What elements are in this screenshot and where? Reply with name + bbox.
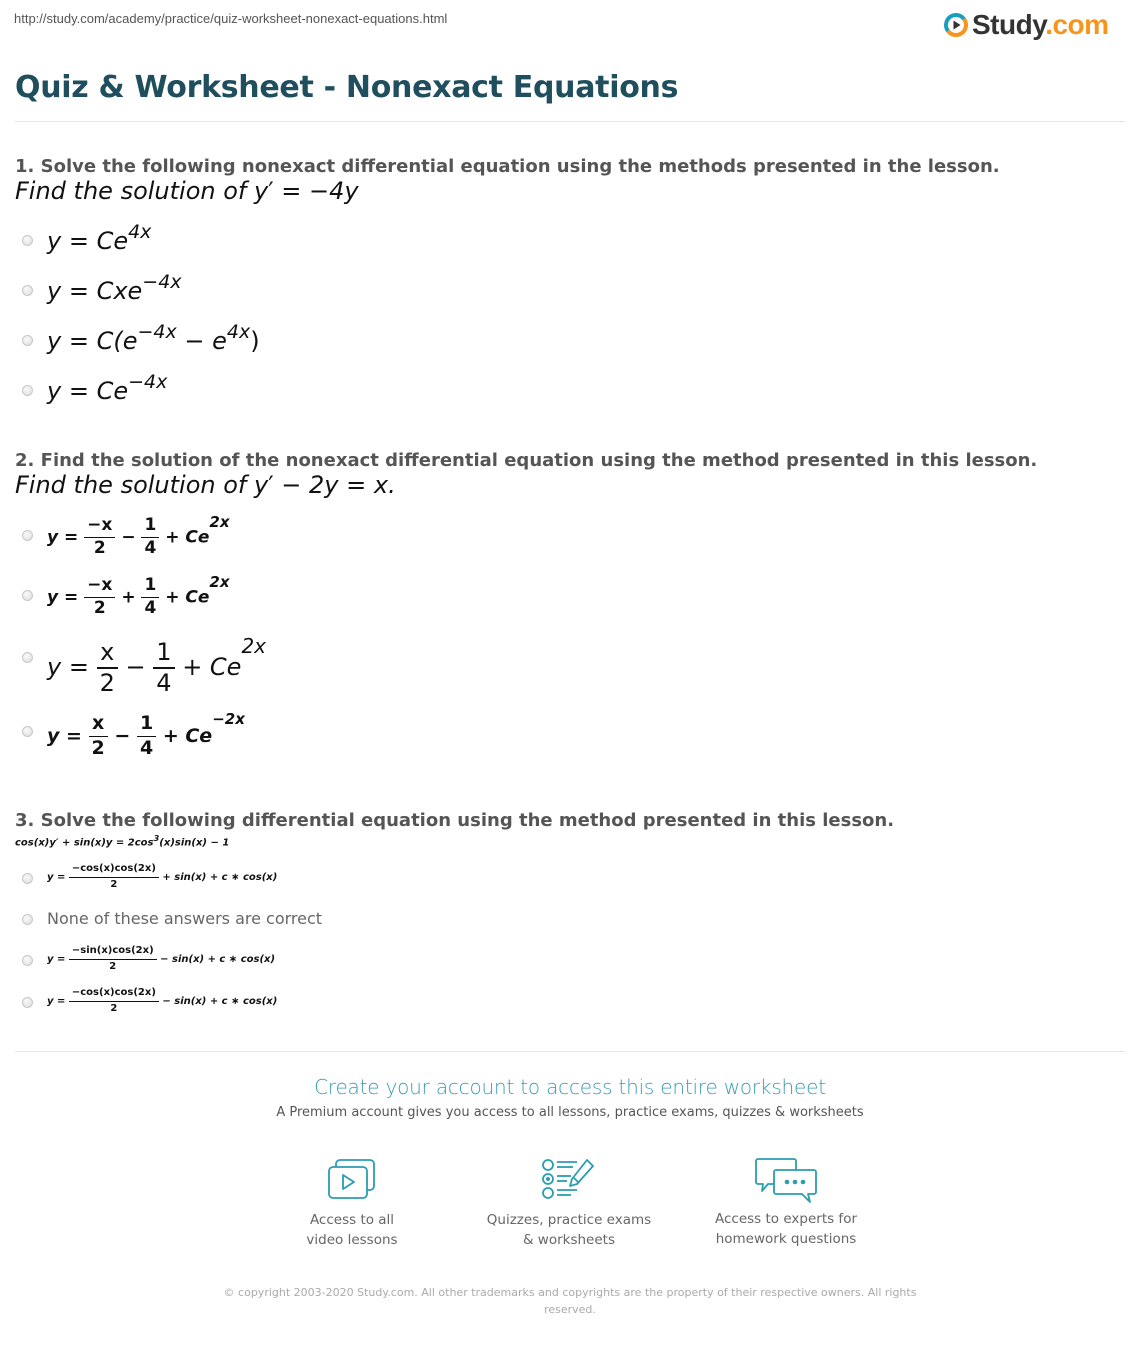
option-text: None of these answers are correct xyxy=(47,909,323,928)
radio-button[interactable] xyxy=(22,652,33,663)
radio-button[interactable] xyxy=(22,335,33,346)
option-math: $y = Ce^{-4x}$ xyxy=(47,371,168,405)
q2-option-c[interactable] xyxy=(22,634,267,697)
expert-chat-icon xyxy=(754,1156,818,1204)
cta-title[interactable]: Create your account to access this entire worksheet xyxy=(314,1075,826,1099)
feature-line-1: Access to all xyxy=(309,1212,395,1228)
option-math: y = $\frac{-\cos(x)\cos(2x)}{2}$ − sin(x) + c ∗ cos(x) xyxy=(47,987,278,1014)
radio-button[interactable] xyxy=(22,997,33,1008)
q3-option-c[interactable] xyxy=(22,945,276,972)
q3-option-d[interactable] xyxy=(22,987,278,1014)
q2-option-b[interactable] xyxy=(22,573,230,619)
video-lessons-icon xyxy=(326,1158,378,1202)
question-1 xyxy=(15,156,1000,205)
title-divider xyxy=(15,121,1125,122)
option-math: $y = C(e^{-4x} - e^{4x})$ xyxy=(47,321,260,355)
option-math: y = $\frac{-\sin(x)\cos(2x)}{2}$ − sin(x) + c ∗ cos(x) xyxy=(47,945,276,972)
radio-button[interactable] xyxy=(22,530,33,541)
question-2-prompt: 2. Find the solution of the nonexact differential equation using the method presented in this lesson. xyxy=(15,450,1038,471)
option-math: y = Cxe$^{-4x}$ xyxy=(47,271,182,305)
radio-button[interactable] xyxy=(22,235,33,246)
question-1-prompt: 1. Solve the following nonexact differential equation using the methods presented in the lesson. xyxy=(15,156,1000,177)
quiz-worksheet-icon xyxy=(541,1158,597,1202)
radio-button[interactable] xyxy=(22,873,33,884)
option-math: y = $\frac{-x}{2}$ − $\frac{1}{4}$ + $Ce^{2x}$ xyxy=(47,513,230,559)
feature-quizzes xyxy=(469,1158,669,1250)
feature-line-1: Access to experts for xyxy=(714,1211,857,1227)
q1-option-c[interactable] xyxy=(22,321,260,355)
q2-option-a[interactable] xyxy=(22,513,230,559)
feature-line-1: Quizzes, practice exams xyxy=(486,1212,652,1228)
question-3-prompt: 3. Solve the following differential equation using the method presented in this lesson. xyxy=(15,810,895,831)
q1-option-b[interactable] xyxy=(22,271,182,305)
q1-option-a[interactable] xyxy=(22,221,152,255)
radio-button[interactable] xyxy=(22,285,33,296)
cta-subtitle: A Premium account gives you access to all lessons, practice exams, quizzes & worksheets xyxy=(276,1105,864,1120)
radio-button[interactable] xyxy=(22,385,33,396)
section-divider xyxy=(15,1051,1125,1052)
feature-line-2: homework questions xyxy=(715,1231,857,1247)
q1-option-d[interactable] xyxy=(22,371,168,405)
radio-button[interactable] xyxy=(22,914,33,925)
option-math: y = $\frac{x}{2}$ − $\frac{1}{4}$ + $Ce^{-2x}$ xyxy=(47,710,245,760)
brand-tld: .com xyxy=(1045,9,1109,40)
q3-option-b[interactable] xyxy=(22,909,323,928)
copyright-footer: © copyright 2003-2020 Study.com. All other trademarks and copyrights are the property of their respective owners. All rights reserved. xyxy=(223,1286,917,1316)
feature-video-lessons xyxy=(252,1158,452,1250)
feature-experts xyxy=(686,1156,886,1249)
option-math: y = $\frac{-\cos(x)\cos(2x)}{2}$ + sin(x) + c ∗ cos(x) xyxy=(47,863,278,890)
study-logo[interactable] xyxy=(944,9,1109,41)
page-url: http://study.com/academy/practice/quiz-worksheet-nonexact-equations.html xyxy=(14,11,448,26)
page-title: Quiz & Worksheet - Nonexact Equations xyxy=(15,70,679,105)
radio-button[interactable] xyxy=(22,590,33,601)
signup-cta xyxy=(0,1075,1140,1120)
q2-option-d[interactable] xyxy=(22,710,245,760)
play-logo-icon xyxy=(944,13,968,37)
brand-name: Study xyxy=(972,9,1046,40)
feature-line-2: video lessons xyxy=(306,1232,398,1248)
q3-option-a[interactable] xyxy=(22,863,278,890)
option-math: y = $\frac{-x}{2}$ + $\frac{1}{4}$ + $Ce^{2x}$ xyxy=(47,573,230,619)
option-math: $y = Ce^{4x}$ xyxy=(47,221,152,255)
question-2 xyxy=(15,450,1037,499)
feature-line-2: & worksheets xyxy=(522,1232,615,1248)
radio-button[interactable] xyxy=(22,726,33,737)
question-3 xyxy=(15,810,894,848)
question-1-equation: Find the solution of y′ = −4y xyxy=(15,177,359,205)
radio-button[interactable] xyxy=(22,955,33,966)
question-2-equation: Find the solution of y′ − 2y = x. xyxy=(15,471,396,499)
question-3-equation: $\cos(x)y' + \sin(x)y = 2\cos^3(x)\sin(x) - 1$ xyxy=(15,833,230,849)
option-math: y = $\frac{x}{2}$ − $\frac{1}{4}$ + $Ce^{2x}$ xyxy=(47,634,267,697)
